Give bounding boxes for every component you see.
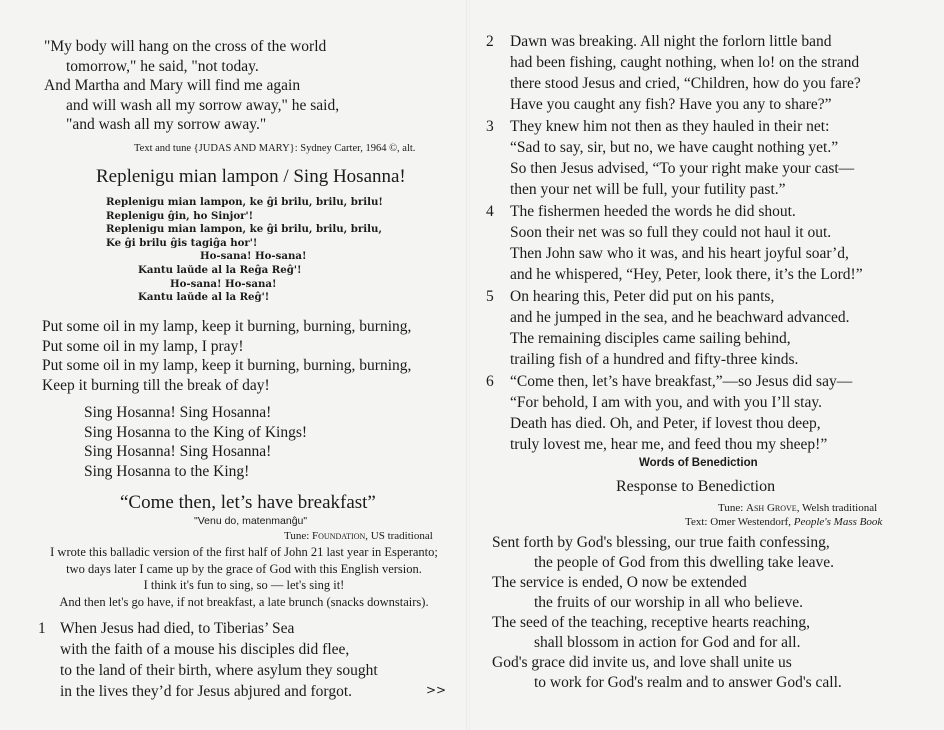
- verse-line: Put some oil in my lamp, keep it burning, burning, burning,: [42, 318, 412, 335]
- verse-line: there stood Jesus and cried, “Children, how do you fare?: [510, 75, 861, 92]
- verse-number: 6: [486, 373, 494, 390]
- verse-line: to the land of their birth, where asylum they sought: [60, 662, 378, 679]
- hymn-line: shall blossom in action for God and for all.: [534, 634, 801, 651]
- verse-line: trailing fish of a hundred and fifty-three kinds.: [510, 351, 799, 368]
- verse-line: “Come then, let’s have breakfast,”—so Jesus did say—: [510, 373, 853, 390]
- intro-line: I think it's fun to sing, so — let's sing it!: [143, 578, 345, 593]
- opening-credit: Text and tune {JUDAS AND MARY}: Sydney Carter, 1964 ©, alt.: [134, 143, 416, 154]
- tune-origin: , Welsh traditional: [796, 502, 878, 514]
- refrain-line: Sing Hosanna! Sing Hosanna!: [84, 443, 272, 461]
- benediction-hymn: [492, 533, 842, 693]
- intro-line: two days later I came up by the grace of God with this English version.: [66, 561, 422, 576]
- verse-1: [38, 618, 378, 702]
- tune-origin: , US traditional: [365, 530, 433, 542]
- verse-5: [486, 286, 850, 370]
- verse-line: had been fishing, caught nothing, when lo! on the strand: [510, 54, 860, 71]
- text-source: People's Mass Book: [793, 516, 883, 528]
- esperanto-line: Replenigu ĝin, ho Sinjor'!: [106, 209, 254, 222]
- verse-line: truly lovest me, hear me, and feed thou my sheep!”: [510, 436, 828, 453]
- breakfast-title: “Come then, let’s have breakfast”: [120, 492, 376, 513]
- verse-line: Put some oil in my lamp, I pray!: [42, 337, 244, 355]
- esperanto-lyrics: [106, 196, 383, 305]
- right-page: [470, 0, 944, 730]
- verse-number: 2: [486, 33, 494, 50]
- hymn-line: God's grace did invite us, and love shall unite us: [492, 654, 792, 671]
- song-title: Replenigu mian lampon / Sing Hosanna!: [96, 166, 406, 187]
- verse-line: “Sad to say, sir, but no, we have caught nothing yet.”: [510, 139, 839, 156]
- verse-line: and he whispered, “Hey, Peter, look there, it’s the Lord!”: [510, 266, 863, 283]
- verse-number: 1: [38, 620, 46, 637]
- hymn-line: the fruits of our worship in all who believe.: [534, 594, 804, 611]
- esperanto-line: Ho-sana! Ho-sana!: [170, 277, 277, 290]
- verse-line: with the faith of a mouse his disciples did flee,: [60, 641, 350, 658]
- verse-line: Death has died. Oh, and Peter, if lovest thou deep,: [510, 415, 821, 432]
- verse-line: and he jumped in the sea, and he beachward advanced.: [510, 309, 850, 326]
- esperanto-line: Ke ĝi brilu ĝis tagiĝa hor'!: [106, 236, 258, 249]
- verse-line: Dawn was breaking. All night the forlorn little band: [510, 33, 832, 50]
- verse-number: 4: [486, 203, 494, 220]
- tune-label: Tune:: [718, 502, 744, 514]
- verse-line: And Martha and Mary will find me again: [44, 77, 301, 95]
- verse-4: [486, 201, 863, 285]
- text-credit: [685, 516, 882, 528]
- refrain-line: Sing Hosanna to the King of Kings!: [84, 423, 308, 441]
- tune-name: Ash Grove: [746, 502, 797, 514]
- verse-line: Then John saw who it was, and his heart joyful soar’d,: [510, 245, 849, 262]
- verse-line: "My body will hang on the cross of the world: [44, 38, 327, 55]
- esperanto-line: Kantu laŭde al la Reĝa Reĝ'!: [138, 263, 302, 276]
- esperanto-line: Kantu laŭde al la Reĝ'!: [138, 291, 270, 304]
- continued-arrow-icon: >>: [426, 683, 447, 697]
- verse-line: So then Jesus advised, “To your right make your cast—: [510, 160, 855, 177]
- tune-credit: [718, 502, 877, 514]
- hymn-line: Sent forth by God's blessing, our true faith confessing,: [492, 534, 830, 551]
- breakfast-tune: [284, 530, 433, 542]
- verse-line: The remaining disciples came sailing behind,: [510, 330, 791, 347]
- verse-line: “For behold, I am with you, and with you I’ll stay.: [510, 394, 822, 411]
- verse-number: 3: [486, 118, 494, 135]
- verse-line: "and wash all my sorrow away.": [66, 116, 267, 134]
- esperanto-line: Replenigu mian lampon, ke ĝi brilu, brilu, brilu,: [106, 223, 382, 236]
- verse-line: in the lives they’d for Jesus abjured and forgot.: [60, 683, 352, 700]
- text-label: Text:: [685, 516, 708, 528]
- intro-note: [20, 544, 468, 610]
- refrain-line: Sing Hosanna to the King!: [84, 462, 250, 480]
- tune-name: Foundation: [312, 530, 366, 542]
- english-verse: [42, 317, 411, 395]
- verse-line: Soon their net was so full they could not haul it out.: [510, 224, 832, 241]
- verse-line: They knew him not then as they hauled in their net:: [510, 118, 830, 135]
- esperanto-line: Replenigu mian lampon, ke ĝi brilu, brilu, brilu!: [106, 196, 383, 208]
- text-author: Omer Westendorf,: [710, 516, 791, 528]
- verse-6: [486, 371, 853, 455]
- intro-line: And then let's go have, if not breakfast, a late brunch (snacks downstairs).: [59, 594, 429, 609]
- verse-line: and will wash all my sorrow away," he said,: [66, 96, 340, 114]
- hymn-line: to work for God's realm and to answer God's call.: [534, 674, 842, 691]
- verse-line: On hearing this, Peter did put on his pants,: [510, 288, 775, 305]
- verse-2: [486, 31, 861, 115]
- response-title: Response to Benediction: [616, 478, 776, 495]
- left-page: [0, 0, 468, 730]
- verse-line: Put some oil in my lamp, keep it burning, burning, burning,: [42, 357, 412, 375]
- verse-line: Keep it burning till the break of day!: [42, 376, 270, 394]
- esperanto-line: Ho-sana! Ho-sana!: [200, 250, 307, 263]
- verse-line: When Jesus had died, to Tiberias’ Sea: [60, 620, 295, 637]
- tune-label: Tune:: [284, 530, 310, 542]
- verse-number: 5: [486, 288, 494, 305]
- verse-line: then your net will be full, your futility past.”: [510, 181, 786, 198]
- refrain: [84, 403, 307, 481]
- hymn-line: The seed of the teaching, receptive hearts reaching,: [492, 614, 811, 631]
- hymn-line: the people of God from this dwelling take leave.: [534, 554, 835, 571]
- opening-verse: [44, 37, 339, 135]
- refrain-line: Sing Hosanna! Sing Hosanna!: [84, 404, 272, 421]
- benediction-heading: Words of Benediction: [639, 457, 758, 469]
- intro-line: I wrote this balladic version of the first half of John 21 last year in Esperanto;: [50, 545, 438, 559]
- verse-3: [486, 116, 855, 200]
- hymn-line: The service is ended, O now be extended: [492, 574, 747, 591]
- breakfast-subtitle: "Venu do, matenmanĝu": [194, 515, 308, 527]
- verse-line: Have you caught any fish? Have you any to share?”: [510, 96, 832, 113]
- verse-line: tomorrow," he said, "not today.: [66, 57, 259, 75]
- verse-line: The fishermen heeded the words he did shout.: [510, 203, 796, 220]
